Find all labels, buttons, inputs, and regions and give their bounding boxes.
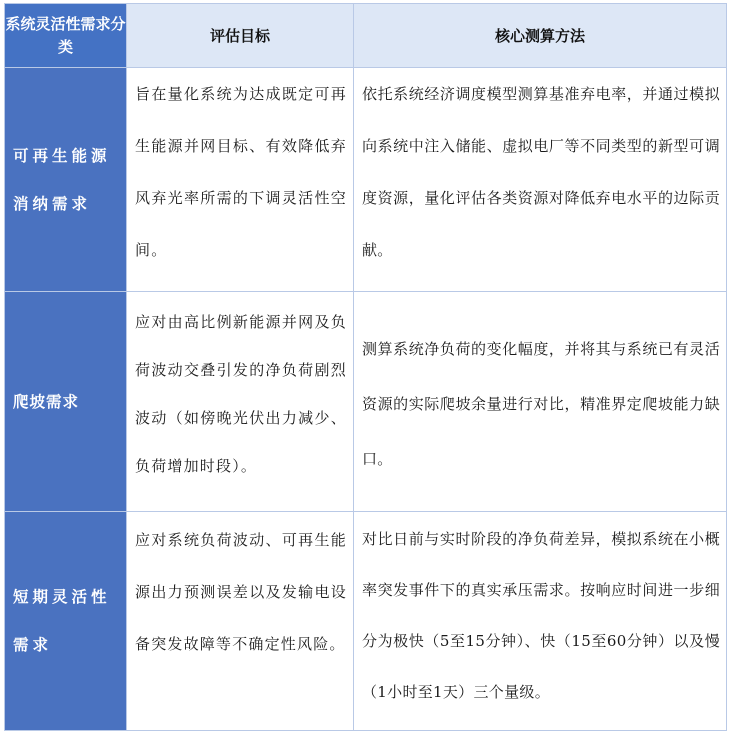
goal-cell: 应对由高比例新能源并网及负荷波动交叠引发的净负荷剧烈波动（如傍晚光伏出力减少、负荷增加时段）。 <box>127 292 354 512</box>
header-row <box>5 4 727 68</box>
method-cell: 测算系统净负荷的变化幅度，并将其与系统已有灵活资源的实际爬坡余量进行对比，精准界定爬坡能力缺口。 <box>354 292 727 512</box>
table-row <box>5 512 727 731</box>
goal-cell: 旨在量化系统为达成既定可再生能源并网目标、有效降低弃风弃光率所需的下调灵活性空间。 <box>127 68 354 292</box>
category-cell: 爬坡需求 <box>5 292 127 512</box>
table-row <box>5 68 727 292</box>
goal-cell: 应对系统负荷波动、可再生能源出力预测误差以及发输电设备突发故障等不确定性风险。 <box>127 512 354 731</box>
method-cell: 依托系统经济调度模型测算基准弃电率，并通过模拟向系统中注入储能、虚拟电厂等不同类型的新型可调度资源，量化评估各类资源对降低弃电水平的边际贡献。 <box>354 68 727 292</box>
header-method: 核心测算方法 <box>354 4 727 68</box>
flexibility-table <box>4 3 727 731</box>
header-goal: 评估目标 <box>127 4 354 68</box>
method-cell: 对比日前与实时阶段的净负荷差异，模拟系统在小概率突发事件下的真实承压需求。按响应时间进一步细分为极快（5至15分钟）、快（15至60分钟）以及慢（1小时至1天）三个量级。 <box>354 512 727 731</box>
category-cell: 短期灵活性需求 <box>5 512 127 731</box>
table-row <box>5 292 727 512</box>
header-category: 系统灵活性需求分类 <box>5 4 127 68</box>
category-cell: 可再生能源消纳需求 <box>5 68 127 292</box>
